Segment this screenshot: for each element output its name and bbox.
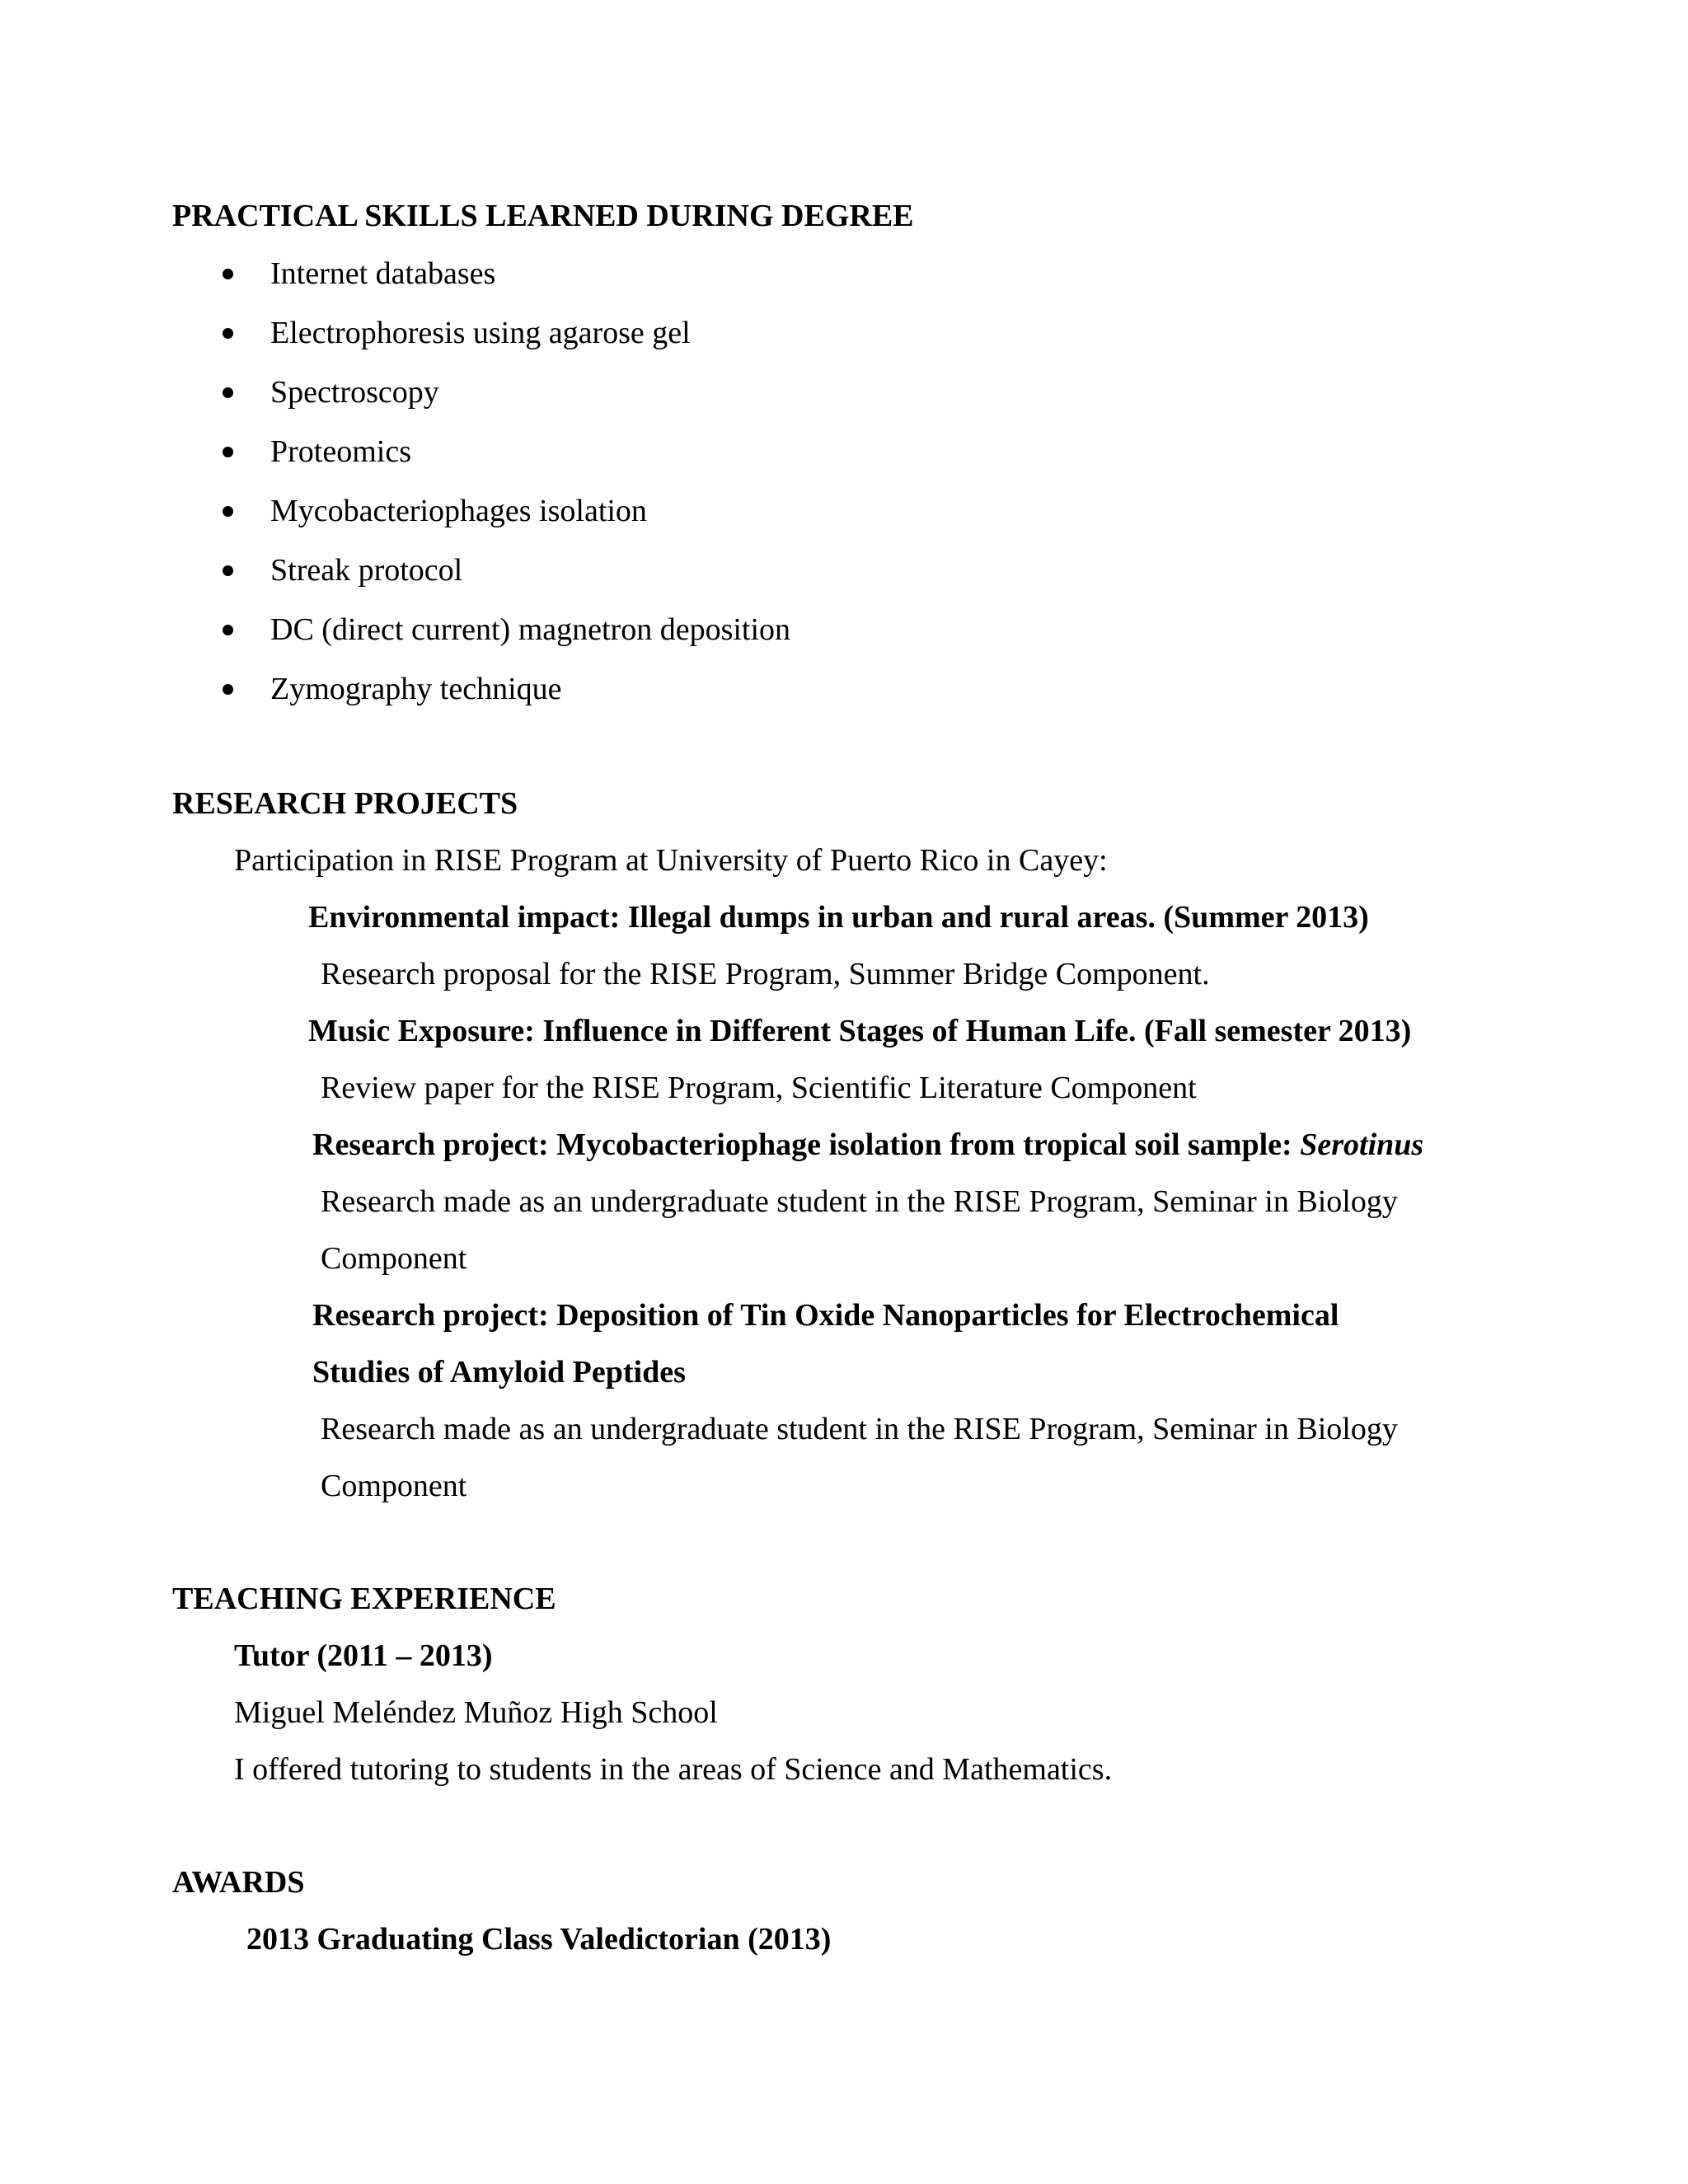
bullet-icon [223,328,233,339]
teaching-role: Tutor (2011 – 2013) [234,1638,493,1673]
teaching-heading: TEACHING EXPERIENCE [172,1582,556,1616]
project-description: Component [321,1241,467,1276]
bullet-icon [223,625,233,635]
bullet-icon [223,506,233,517]
project-title: Music Exposure: Influence in Different Stages of Human Life. (Fall semester 2013) [308,1014,1412,1048]
award-item: 2013 Graduating Class Valedictorian (2013) [246,1922,832,1957]
skill-item-text: Zymography technique [270,672,562,706]
project-description: Component [321,1469,467,1503]
bullet-icon [223,269,233,279]
project-description: Research made as an undergraduate student in the RISE Program, Seminar in Biology [321,1184,1398,1219]
bullet-icon [223,447,233,457]
skill-item-text: Proteomics [270,434,411,469]
awards-heading: AWARDS [172,1865,305,1900]
project-title: Environmental impact: Illegal dumps in urban and rural areas. (Summer 2013) [308,900,1369,935]
project-title-italic: Serotinus [1300,1127,1424,1162]
bullet-icon [223,565,233,576]
project-title: Research project: Deposition of Tin Oxide Nanoparticles for Electrochemical [312,1298,1339,1333]
skill-item-text: DC (direct current) magnetron deposition [270,612,791,647]
skills-heading: PRACTICAL SKILLS LEARNED DURING DEGREE [172,199,914,233]
skill-item-text: Electrophoresis using agarose gel [270,316,691,350]
skill-item-text: Streak protocol [270,553,463,588]
project-title [312,1126,1423,1164]
skill-item-text: Internet databases [270,256,496,291]
teaching-school: Miguel Meléndez Muñoz High School [234,1695,718,1730]
project-title-text: Research project: Mycobacteriophage isolation from tropical soil sample: [312,1127,1301,1162]
project-description: Review paper for the RISE Program, Scientific Literature Component [321,1071,1197,1105]
research-intro: Participation in RISE Program at University of Puerto Rico in Cayey: [234,843,1108,878]
skill-item-text: Spectroscopy [270,375,439,410]
research-heading: RESEARCH PROJECTS [172,786,518,821]
bullet-icon [223,684,233,695]
project-title: Studies of Amyloid Peptides [312,1355,686,1390]
skill-item-text: Mycobacteriophages isolation [270,494,647,528]
project-description: Research made as an undergraduate student in the RISE Program, Seminar in Biology [321,1412,1398,1446]
project-description: Research proposal for the RISE Program, Summer Bridge Component. [321,957,1210,991]
teaching-description: I offered tutoring to students in the areas of Science and Mathematics. [234,1752,1113,1787]
bullet-icon [223,387,233,398]
